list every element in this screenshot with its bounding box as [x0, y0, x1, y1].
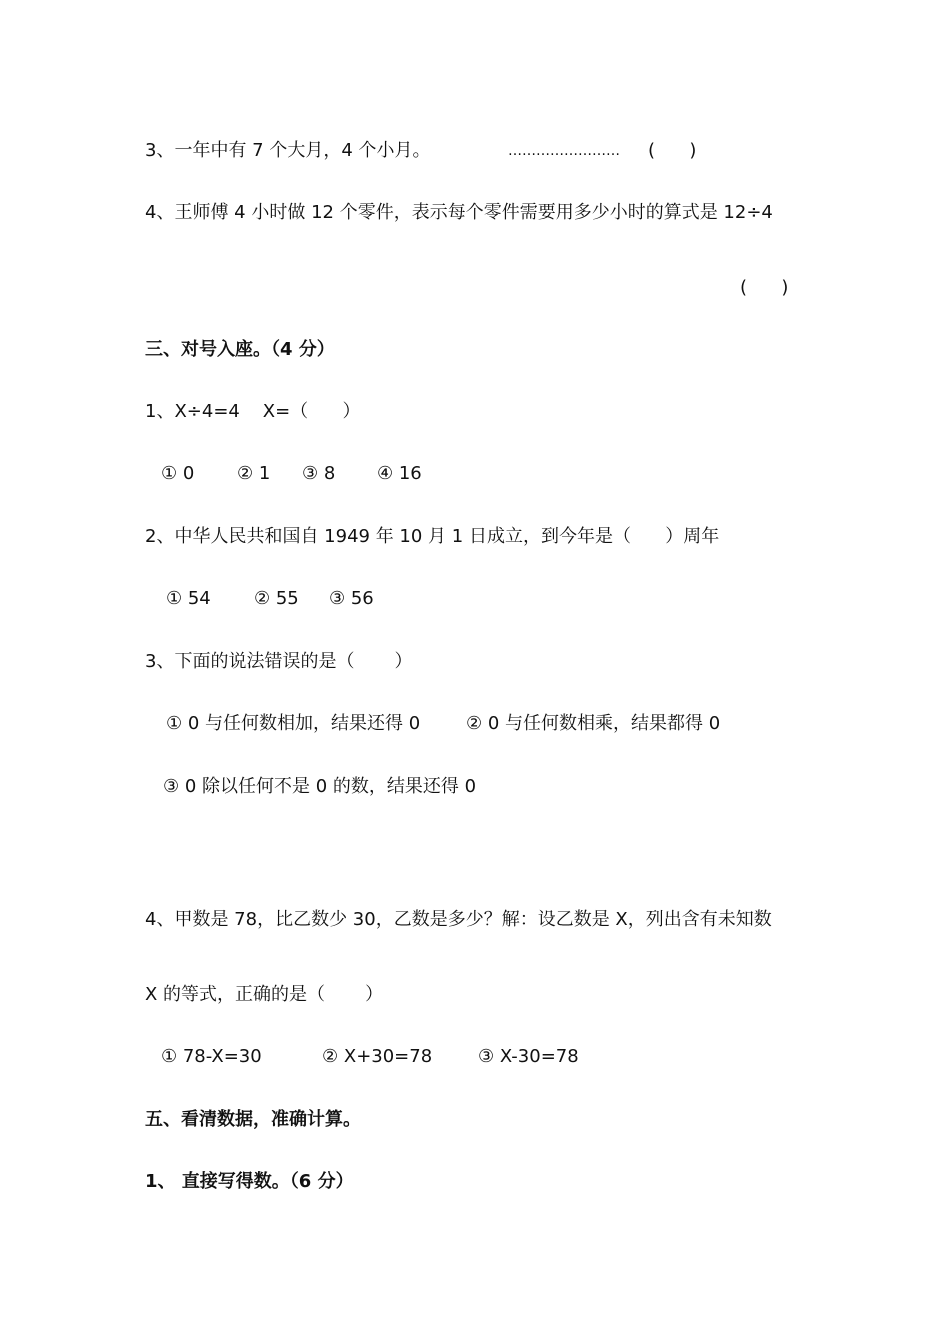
section-5-heading: 五、看清数据，准确计算。 — [145, 1109, 361, 1130]
question-3-2-text: 2、中华人民共和国自 1949 年 10 月 1 日成立，到今年是（ ）周年 — [145, 526, 720, 547]
section-5-sub-1-heading: 1、 直接写得数。（6 分） — [145, 1171, 354, 1192]
question-2-4-text: 4、王师傅 4 小时做 12 个零件，表示每个零件需要用多少小时的算式是 12÷4 — [145, 202, 773, 223]
question-3-4-option-3: ③ X-30=78 — [478, 1046, 579, 1067]
question-3-4-option-1: ① 78-X=30 — [161, 1046, 262, 1067]
question-2-3-text: 3、一年中有 7 个大月，4 个小月。 — [145, 140, 431, 161]
question-2-3-dots: …………………… — [508, 143, 620, 159]
question-3-1-option-3: ③ 8 — [302, 463, 336, 484]
question-3-2-option-2: ② 55 — [254, 588, 299, 609]
question-3-3-text: 3、下面的说法错误的是（ ） — [145, 651, 413, 672]
question-3-2-option-1: ① 54 — [166, 588, 211, 609]
question-3-1-option-4: ④ 16 — [377, 463, 422, 484]
question-2-3-answer-paren: ( ) — [648, 140, 697, 161]
section-3-heading: 三、对号入座。（4 分） — [145, 339, 335, 360]
question-2-4-answer-paren: ( ) — [740, 277, 789, 298]
question-3-1-option-1: ① 0 — [161, 463, 195, 484]
question-3-4-text-line-2: X 的等式，正确的是（ ） — [145, 984, 384, 1005]
question-3-4-option-2: ② X+30=78 — [322, 1046, 433, 1067]
question-3-1-text: 1、X÷4=4 X=（ ） — [145, 401, 361, 422]
question-3-1-option-2: ② 1 — [237, 463, 271, 484]
question-3-2-option-3: ③ 56 — [329, 588, 374, 609]
question-3-3-option-3: ③ 0 除以任何不是 0 的数，结果还得 0 — [163, 776, 477, 797]
question-3-3-option-2: ② 0 与任何数相乘，结果都得 0 — [466, 713, 721, 734]
question-3-4-text-line-1: 4、甲数是 78，比乙数少 30，乙数是多少？解：设乙数是 X，列出含有未知数 — [145, 909, 772, 930]
question-3-3-option-1: ① 0 与任何数相加，结果还得 0 — [166, 713, 421, 734]
